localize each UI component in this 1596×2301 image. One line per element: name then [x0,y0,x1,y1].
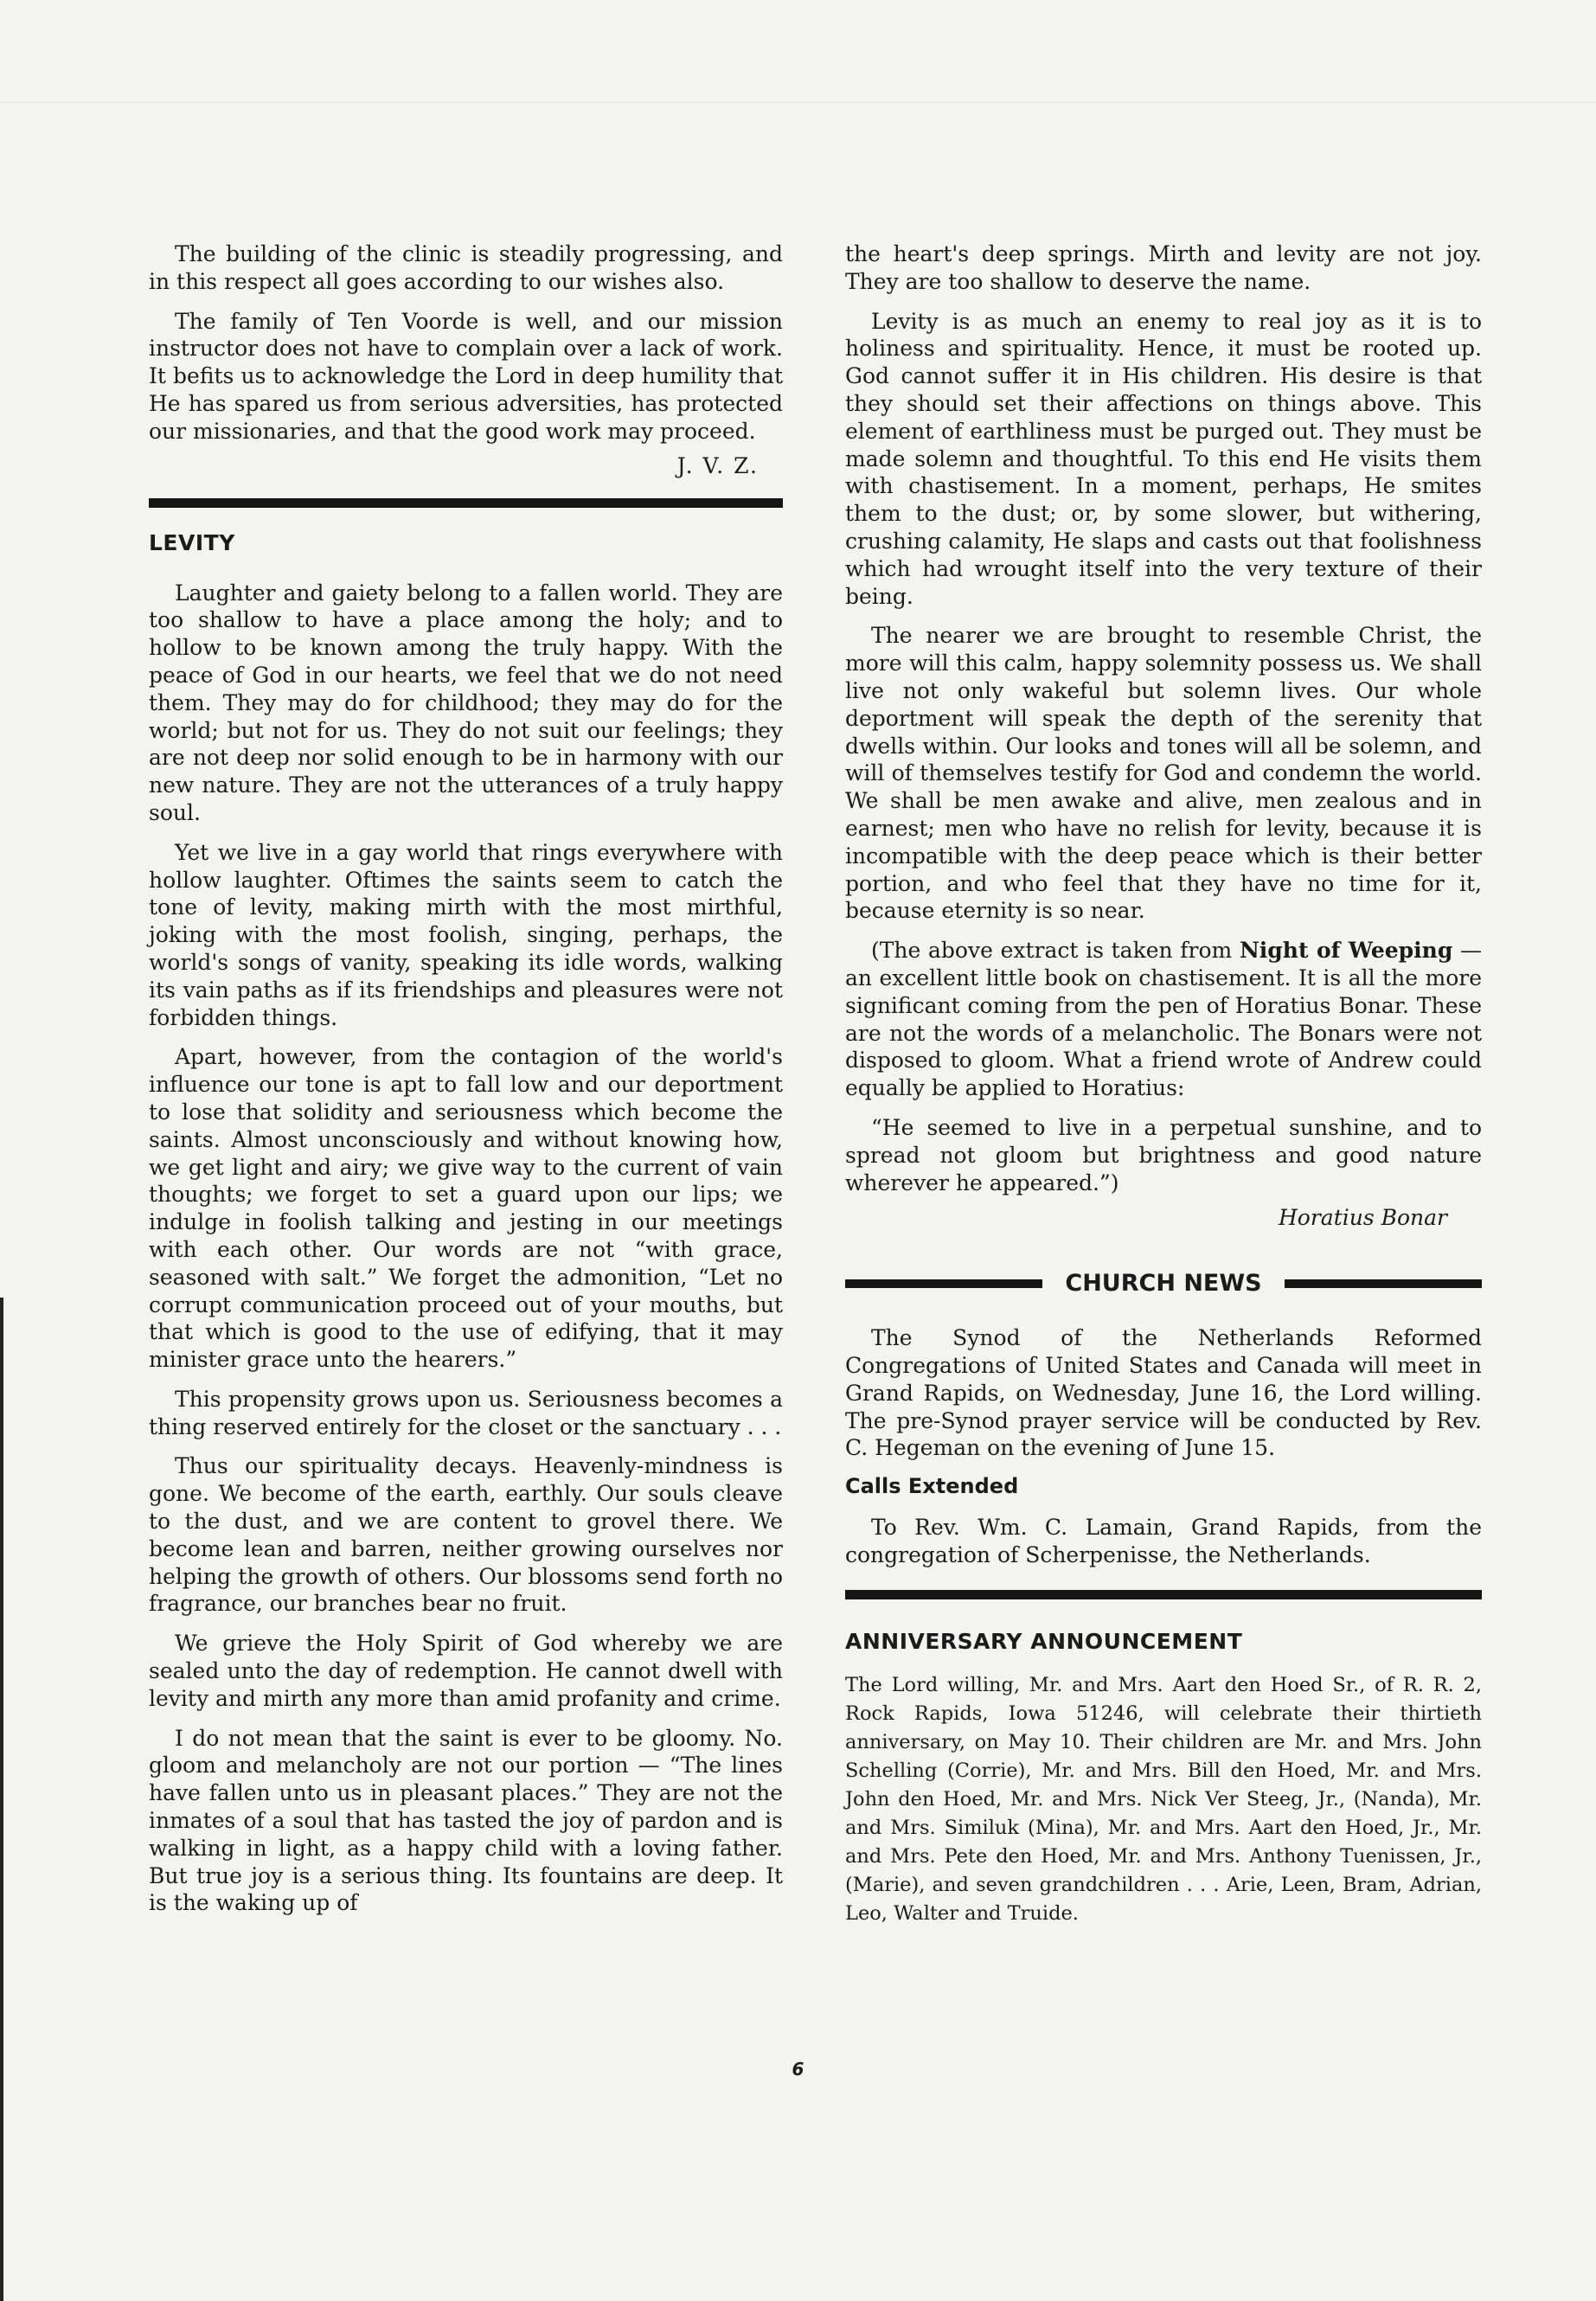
section-divider [149,498,783,508]
section-divider [845,1590,1482,1599]
continued-paragraph: The nearer we are brought to resemble Christ, the more will this calm, happy solemnity possess us. We shall live not only wakeful but solemn lives. Our whole deportment will speak the depth of the serenity that dwells within. Our looks and tones will all be solemn, and will of themselves testify for God and condemn the world. We shall be men awake and alive, men zealous and in earnest; men who have no relish for levity, because it is incompatible with the deep peace which is their better portion, and who feel that they have no time for it, because eternity is so near. [845,623,1482,924]
continued-paragraph: the heart's deep springs. Mirth and levity are not joy. They are too shallow to deserve the name. [845,241,1482,294]
calls-paragraph: To Rev. Wm. C. Lamain, Grand Rapids, from the congregation of Scherpenisse, the Netherlands. [845,1515,1482,1568]
levity-paragraph: Yet we live in a gay world that rings everywhere with hollow laughter. Oftimes the saints seem to catch the tone of levity, making mirth with the most mirthful, joking with the most foolish, singing, perhaps, the world's songs of vanity, speaking its idle words, walking its vain paths as if its friendships and pleasures were not forbidden things. [149,839,783,1030]
quote: “He seemed to live in a perpetual sunshine, and to spread not gloom but brightness and good nature wherever he appeared.”) [845,1114,1482,1195]
anniversary-heading: ANNIVERSARY ANNOUNCEMENT [845,1628,1243,1654]
calls-extended-heading: Calls Extended [845,1474,1019,1499]
extract-note-after: — an excellent little book on chastisement. It is all the more significant coming from the pen of Horatius Bonar. These are not the words of a melancholic. The Bonars were not disposed to gloom. What a friend wrote of Andrew could equally be applied to Horatius: [845,938,1482,1101]
attribution: Horatius Bonar [1278,1205,1447,1231]
signature: J. V. Z. [676,452,759,478]
levity-paragraph: I do not mean that the saint is ever to be gloomy. No. gloom and melancholy are not our portion — “The lines have fallen unto us in pleasant places.” They are not the inmates of a soul that has tasted the joy of pardon and is walking in light, as a happy child with a loving father. But true joy is a serious thing. Its fountains are deep. It is the waking up of [149,1725,783,1916]
book-title: Night of Weeping [1239,938,1453,964]
right-column [845,240,1482,1928]
levity-paragraph: This propensity grows upon us. Seriousness becomes a thing reserved entirely for the closet or the sanctuary . . . [149,1386,783,1439]
extract-note-before: (The above extract is taken from [871,938,1240,964]
extract-note [845,937,1482,1102]
synod-paragraph: The Synod of the Netherlands Reformed Congregations of United States and Canada will meet in Grand Rapids, on Wednesday, June 16, the Lord willing. The pre-Synod prayer service will be conducted by Rev. C. Hegeman on the evening of June 15. [845,1325,1482,1461]
banner-bar-left [845,1279,1042,1288]
intro-paragraph: The family of Ten Voorde is well, and our mission instructor does not have to complain over a lack of work. It befits us to acknowledge the Lord in deep humility that He has spared us from serious adversities, has protected our missionaries, and that the good work may proceed. [149,308,783,444]
banner-bar-right [1285,1279,1482,1288]
church-news-banner [845,1270,1482,1297]
page-number: 6 [792,2059,804,2080]
levity-heading: LEVITY [149,529,235,555]
anniversary-text: The Lord willing, Mr. and Mrs. Aart den Hoed Sr., of R. R. 2, Rock Rapids, Iowa 51246, will celebrate their thirtieth anniversary, on May 10. Their children are Mr. and Mrs. John Schelling (Corrie), Mr. and Mrs. Bill den Hoed, Mr. and Mrs. John den Hoed, Mr. and Mrs. Nick Ver Steeg, Jr., (Nanda), Mr. and Mrs. Similuk (Mina), Mr. and Mrs. Aart den Hoed, Jr., Mr. and Mrs. Pete den Hoed, Mr. and Mrs. Anthony Tuenissen, Jr., (Marie), and seven grandchildren . . . Arie, Leen, Bram, Adrian, Leo, Walter and Truide. [845,1673,1482,1925]
levity-paragraph: We grieve the Holy Spirit of God whereby we are sealed unto the day of redemption. He cannot dwell with levity and mirth any more than amid profanity and crime. [149,1631,783,1711]
intro-paragraph: The building of the clinic is steadily progressing, and in this respect all goes according to our wishes also. [149,241,783,294]
left-column [149,240,783,1929]
levity-paragraph: Thus our spirituality decays. Heavenly-mindness is gone. We become of the earth, earthly. Our souls cleave to the dust, and we are content to grovel there. We become lean and barren, neither growing ourselves nor helping the growth of others. Our blossoms send forth no fragrance, our branches bear no fruit. [149,1453,783,1617]
levity-paragraph: Laughter and gaiety belong to a fallen world. They are too shallow to have a place among the holy; and to hollow to be known among the truly happy. With the peace of God in our hearts, we feel that we do not need them. They may do for childhood; they may do for the world; but not for us. They do not suit our feelings; they are not deep nor solid enough to be in harmony with our new nature. They are not the utterances of a truly happy soul. [149,580,783,825]
levity-paragraph: Apart, however, from the contagion of the world's influence our tone is apt to fall low and our deportment to lose that solidity and seriousness which become the saints. Almost unconsciously and without knowing how, we get light and airy; we give way to the current of vain thoughts; we forget to set a guard upon our lips; we indulge in foolish talking and jesting in our meetings with each other. Our words are not “with grace, seasoned with salt.” We forget the admonition, “Let no corrupt communication proceed out of your mouths, but that which is good to the use of edifying, that it may minister grace unto the hearers.” [149,1044,783,1373]
continued-paragraph: Levity is as much an enemy to real joy as it is to holiness and spirituality. Hence, it must be rooted up. God cannot suffer it in His children. His desire is that they should set their affections on things above. This element of earthliness must be purged out. They must be made solemn and thoughtful. To this end He visits them with chastisement. In a moment, perhaps, He smites them to the dust; or, by some slower, but withering, crushing calamity, He slaps and casts out that foolishness which had wrought itself into the very texture of their being. [845,308,1482,609]
church-news-heading: CHURCH NEWS [1065,1270,1262,1298]
